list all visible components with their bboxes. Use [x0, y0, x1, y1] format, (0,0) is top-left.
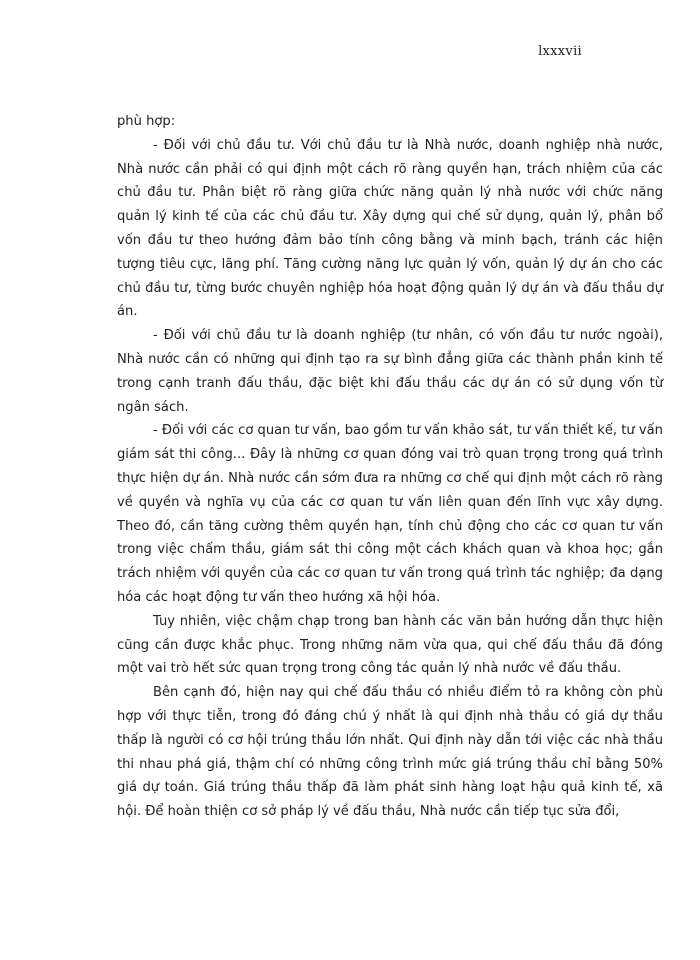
- paragraph-consulting-agencies: - Đối với các cơ quan tư vấn, bao gồm tư vấn khảo sát, tư vấn thiết kế, tư vấn giám sát thi công... Đây là những cơ quan đóng vai trò quan trọng trong quá trình thực hiện dự án. Nhà nước cần sớm đưa ra những cơ chế qui định một cách rõ ràng về quyền và nghĩa vụ của các cơ quan tư vấn liên quan đến lĩnh vực xây dựng. Theo đó, cần tăng cường thêm quyền hạn, tính chủ động cho các cơ quan tư vấn trong việc chấm thầu, giám sát thi công một cách khách quan và khoa học; gắn trách nhiệm với quyền của các cơ quan tư vấn trong quá trình tác nghiệp; đa dạng hóa các hoạt động tư vấn theo hướng xã hội hóa.: [117, 423, 663, 605]
- paragraph-continuation: phù hợp:: [117, 114, 176, 129]
- paragraph-investor-state: - Đối với chủ đầu tư. Với chủ đầu tư là Nhà nước, doanh nghiệp nhà nước, Nhà nước cần phải có qui định một cách rõ ràng quyền hạn, trách nhiệm của các chủ đầu tư. Phân biệt rõ ràng giữa chức năng quản lý nhà nước với chức năng quản lý kinh tế của các chủ đầu tư. Xây dựng qui chế sử dụng, quản lý, phân bổ vốn đầu tư theo hướng đảm bảo tính công bằng và minh bạch, tránh các hiện tượng tiêu cực, lãng phí. Tăng cường năng lực quản lý vốn, quản lý dự án cho các chủ đầu tư, từng bước chuyên nghiệp hóa hoạt động quản lý dự án và đấu thầu dự án.: [117, 137, 663, 320]
- page-number: lxxxvii: [538, 44, 582, 59]
- body-text: [117, 110, 663, 824]
- paragraph-besides: Bên cạnh đó, hiện nay qui chế đấu thầu có nhiều điểm tỏ ra không còn phù hợp với thực tiễn, trong đó đáng chú ý nhất là qui định nhà thầu có giá dự thầu thấp là người có cơ hội trúng thầu lớn nhất. Qui định này dẫn tới việc các nhà thầu thi nhau phá giá, thậm chí có những công trình mức giá trúng thầu chỉ bằng 50% giá dự toán. Giá trúng thầu thấp đã làm phát sinh hàng loạt hậu quả kinh tế, xã hội. Để hoàn thiện cơ sở pháp lý về đấu thầu, Nhà nước cần tiếp tục sửa đổi,: [117, 685, 663, 820]
- paragraph-however: Tuy nhiên, việc chậm chạp trong ban hành các văn bản hướng dẫn thực hiện cũng cần được khắc phục. Trong những năm vừa qua, qui chế đấu thầu đã đóng một vai trò hết sức quan trọng trong công tác quản lý nhà nước về đấu thầu.: [117, 613, 663, 677]
- paragraph-investor-enterprise: - Đối với chủ đầu tư là doanh nghiệp (tư nhân, có vốn đầu tư nước ngoài), Nhà nước cần có những qui định tạo ra sự bình đẳng giữa các thành phần kinh tế trong cạnh tranh đấu thầu, đặc biệt khi đấu thầu các dự án có sử dụng vốn từ ngân sách.: [117, 328, 663, 415]
